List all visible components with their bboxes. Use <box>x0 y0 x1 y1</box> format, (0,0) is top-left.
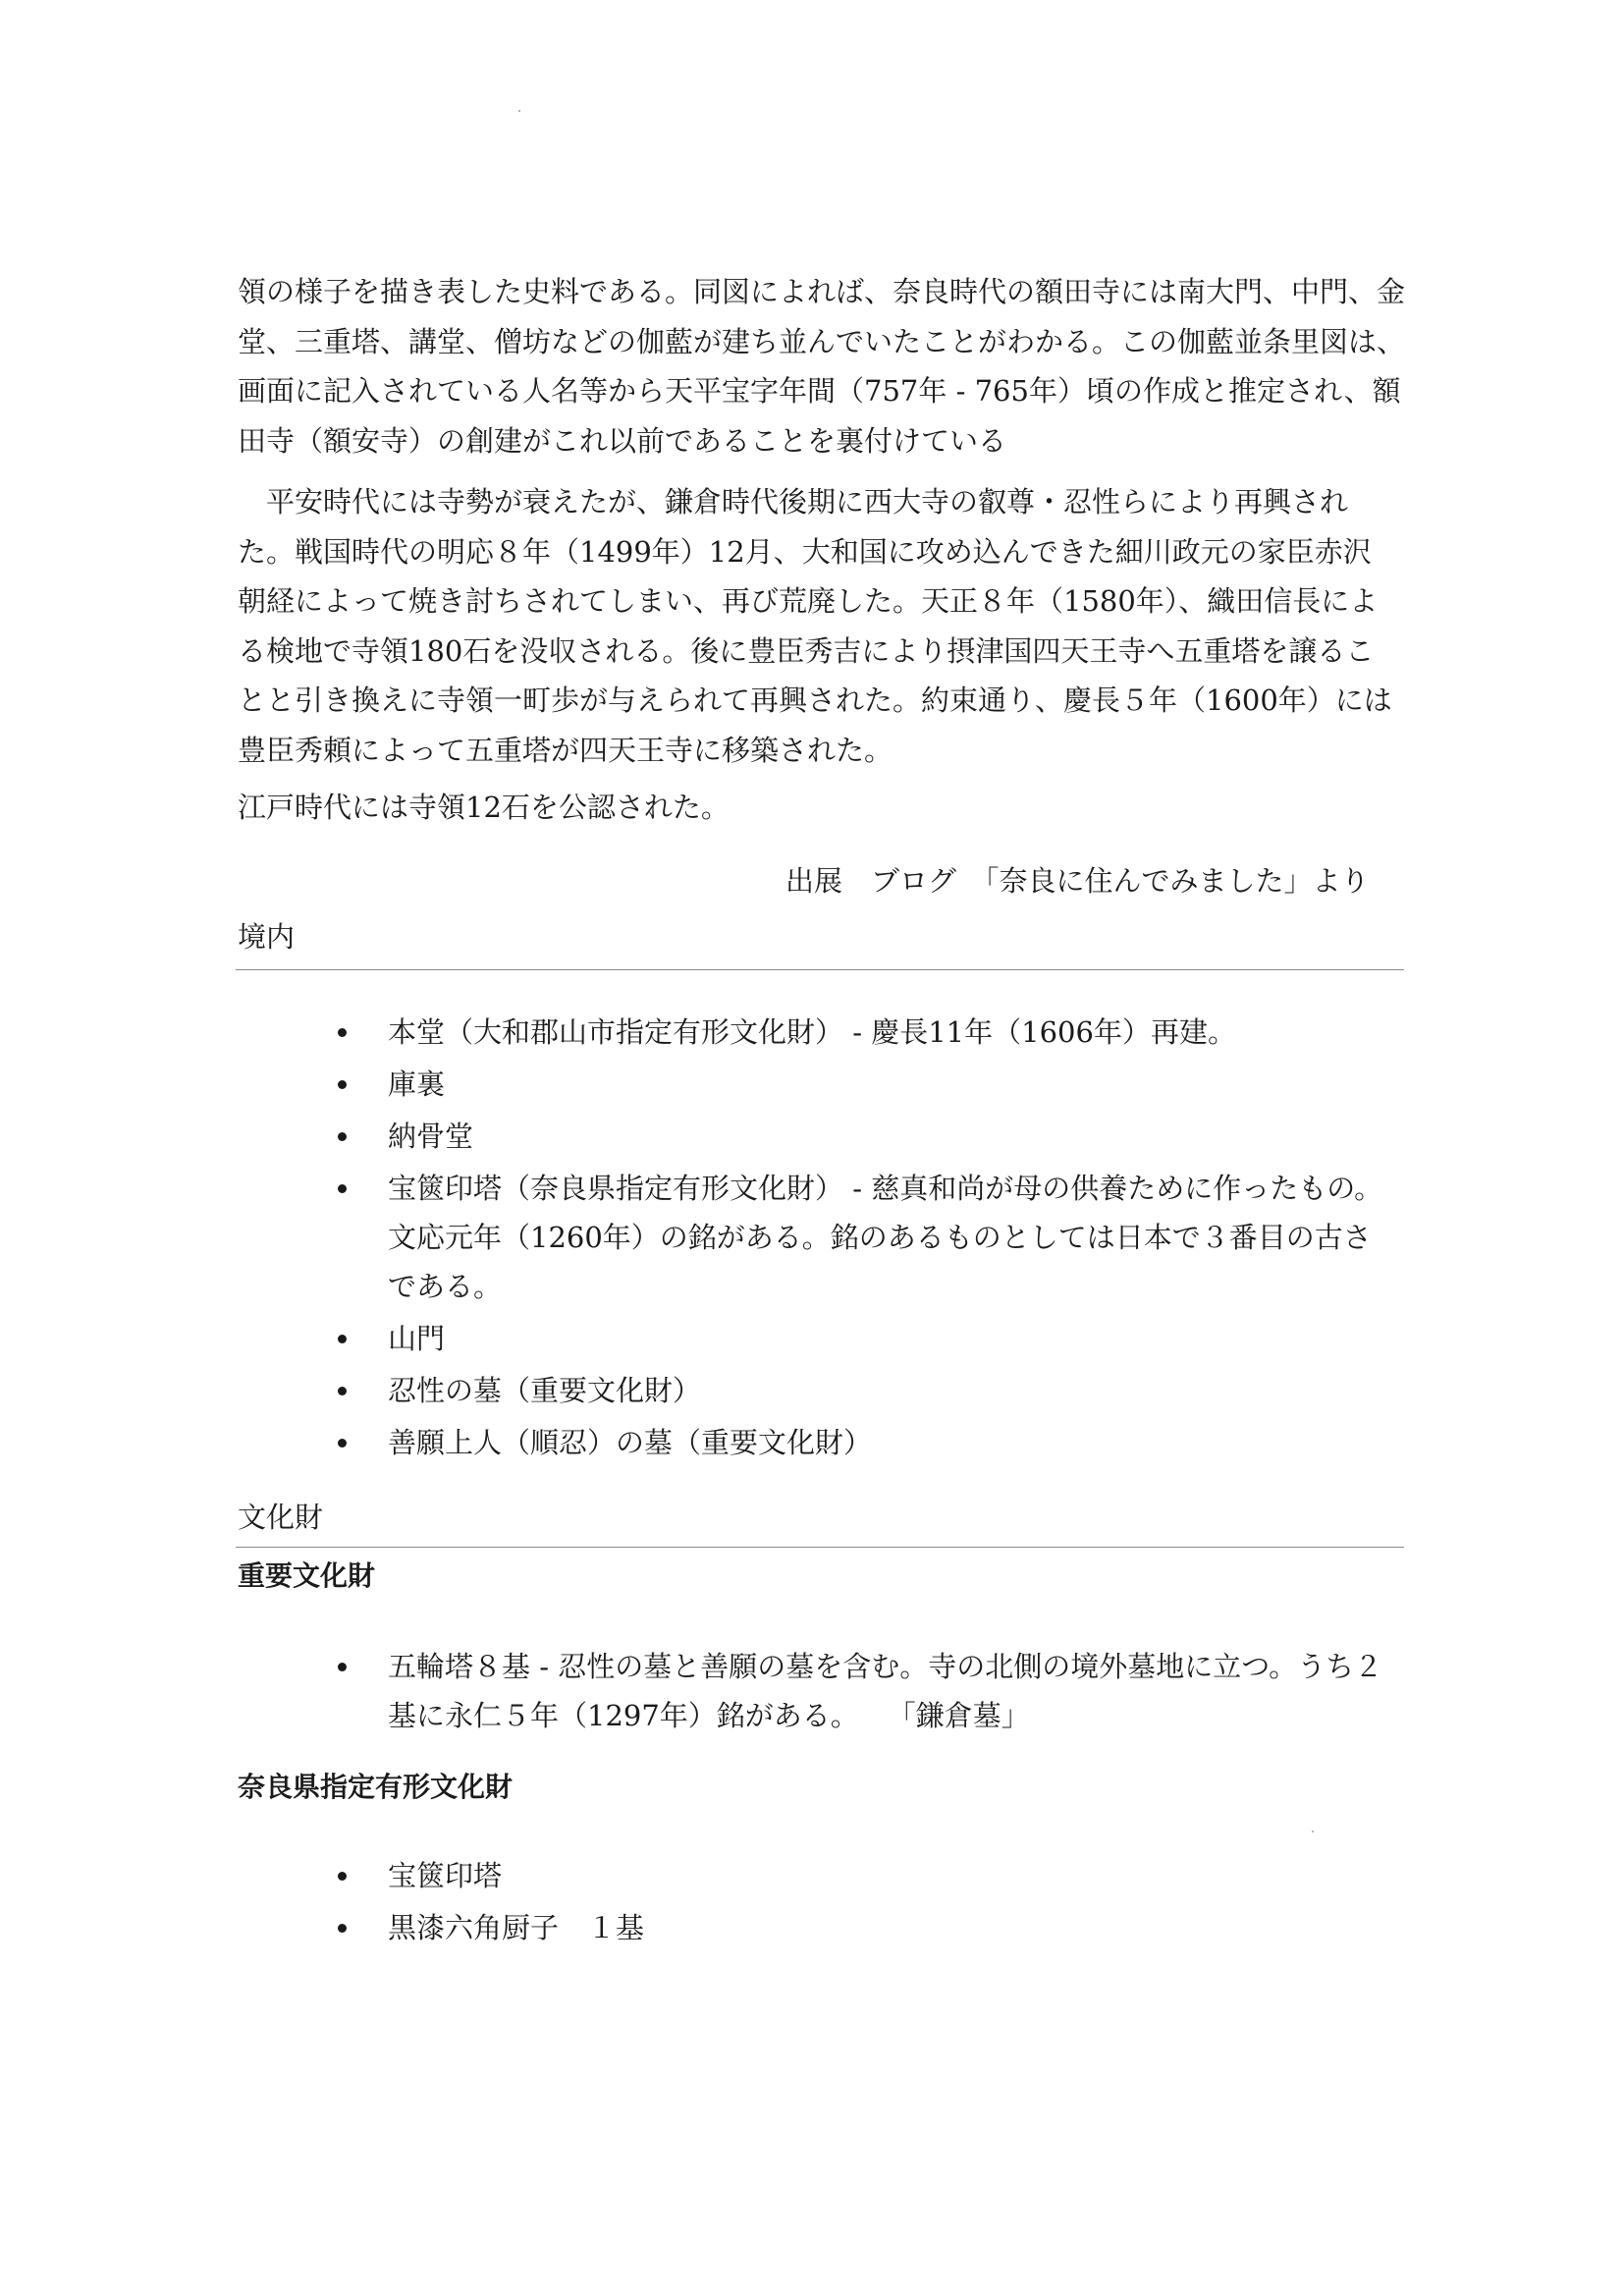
bunkazai-heading: 文化財 <box>238 1501 324 1534</box>
list-item <box>0 1164 1419 1311</box>
list-item-text: 黒漆六角厨子 １基 <box>388 1911 645 1944</box>
scan-speck <box>518 110 520 112</box>
bullet-icon <box>338 1335 347 1343</box>
list-item <box>0 1418 1419 1467</box>
list-item-text: 五輪塔８基 - 忍性の墓と善願の墓を含む。寺の北側の境外墓地に立つ。うち２基に永仁５年（1297年）銘がある。 「鎌倉墓」 <box>388 1650 1383 1732</box>
list-item <box>0 1851 1419 1900</box>
bullet-icon <box>338 1132 347 1141</box>
list-item-text: 善願上人（順忍）の墓（重要文化財） <box>388 1426 873 1459</box>
bunkazai-rule <box>236 1547 1404 1548</box>
history-paragraph-1: 領の様子を描き表した史料である。同図によれば、奈良時代の額田寺には南大門、中門、金 堂、三重塔、講堂、僧坊などの伽藍が建ち並んでいたことがわかる。この伽藍並条里図は、 画面に記入されている人名等から天平宝字年間（757年 - 765年）頃の作成と推定され、額 田寺（額安寺）の創建がこれ以前であることを裏付けている <box>238 275 1406 458</box>
list-item-text: 本堂（大和郡山市指定有形文化財） - 慶長11年（1606年）再建。 <box>388 1015 1236 1049</box>
list-item-text: 山門 <box>388 1322 446 1355</box>
list-item-text: 庫裏 <box>388 1067 446 1101</box>
list-item-text: 忍性の墓（重要文化財） <box>388 1374 702 1407</box>
list-item <box>0 1060 1419 1109</box>
keidai-heading: 境内 <box>238 920 296 954</box>
bullet-icon <box>338 1439 347 1448</box>
history-paragraph-3: 江戸時代には寺領12石を公認された。 <box>238 791 730 824</box>
bullet-icon <box>338 1663 347 1671</box>
nara-bunkazai-heading: 奈良県指定有形文化財 <box>238 1771 514 1803</box>
juyo-bunkazai-heading: 重要文化財 <box>238 1559 376 1592</box>
list-item-text: 納骨堂 <box>388 1120 474 1153</box>
history-paragraph-2: 平安時代には寺勢が衰えたが、鎌倉時代後期に西大寺の叡尊・忍性らにより再興され た。戦国時代の明応８年（1499年）12月、大和国に攻め込んできた細川政元の家臣赤沢 朝経によって焼き討ちされてしまい、再び荒廃した。天正８年（1580年）、織田信長によ る検地で寺領180石を没収される。後に豊臣秀吉により摂津国四天王寺へ五重塔を譲るこ とと引き換えに寺領一町歩が与えられて再興された。約束通り、慶長５年（1600年）には 豊臣秀頼によって五重塔が四天王寺に移築された。 <box>238 485 1392 767</box>
bullet-icon <box>338 1028 347 1037</box>
juyo-bunkazai-list <box>0 1642 1419 1743</box>
keidai-rule <box>236 969 1404 970</box>
list-item-text: 宝篋印塔 <box>388 1859 503 1892</box>
bullet-icon <box>338 1924 347 1933</box>
bullet-icon <box>338 1872 347 1881</box>
list-item <box>0 1366 1419 1415</box>
list-item <box>0 1314 1419 1363</box>
keidai-list <box>0 1008 1419 1470</box>
list-item <box>0 1112 1419 1161</box>
list-item <box>0 1008 1419 1057</box>
nara-bunkazai-list <box>0 1851 1419 1955</box>
list-item <box>0 1903 1419 1952</box>
bullet-icon <box>338 1080 347 1089</box>
bullet-icon <box>338 1184 347 1193</box>
bullet-icon <box>338 1387 347 1395</box>
list-item <box>0 1642 1419 1740</box>
list-item-text: 宝篋印塔（奈良県指定有形文化財） - 慈真和尚が母の供養ために作ったもの。文応元年（1260年）の銘がある。銘のあるものとしては日本で３番目の古さである。 <box>388 1172 1383 1303</box>
source-credit: 出展 ブログ 「奈良に住んでみました」より <box>785 864 1370 898</box>
scan-speck <box>1312 1831 1314 1832</box>
